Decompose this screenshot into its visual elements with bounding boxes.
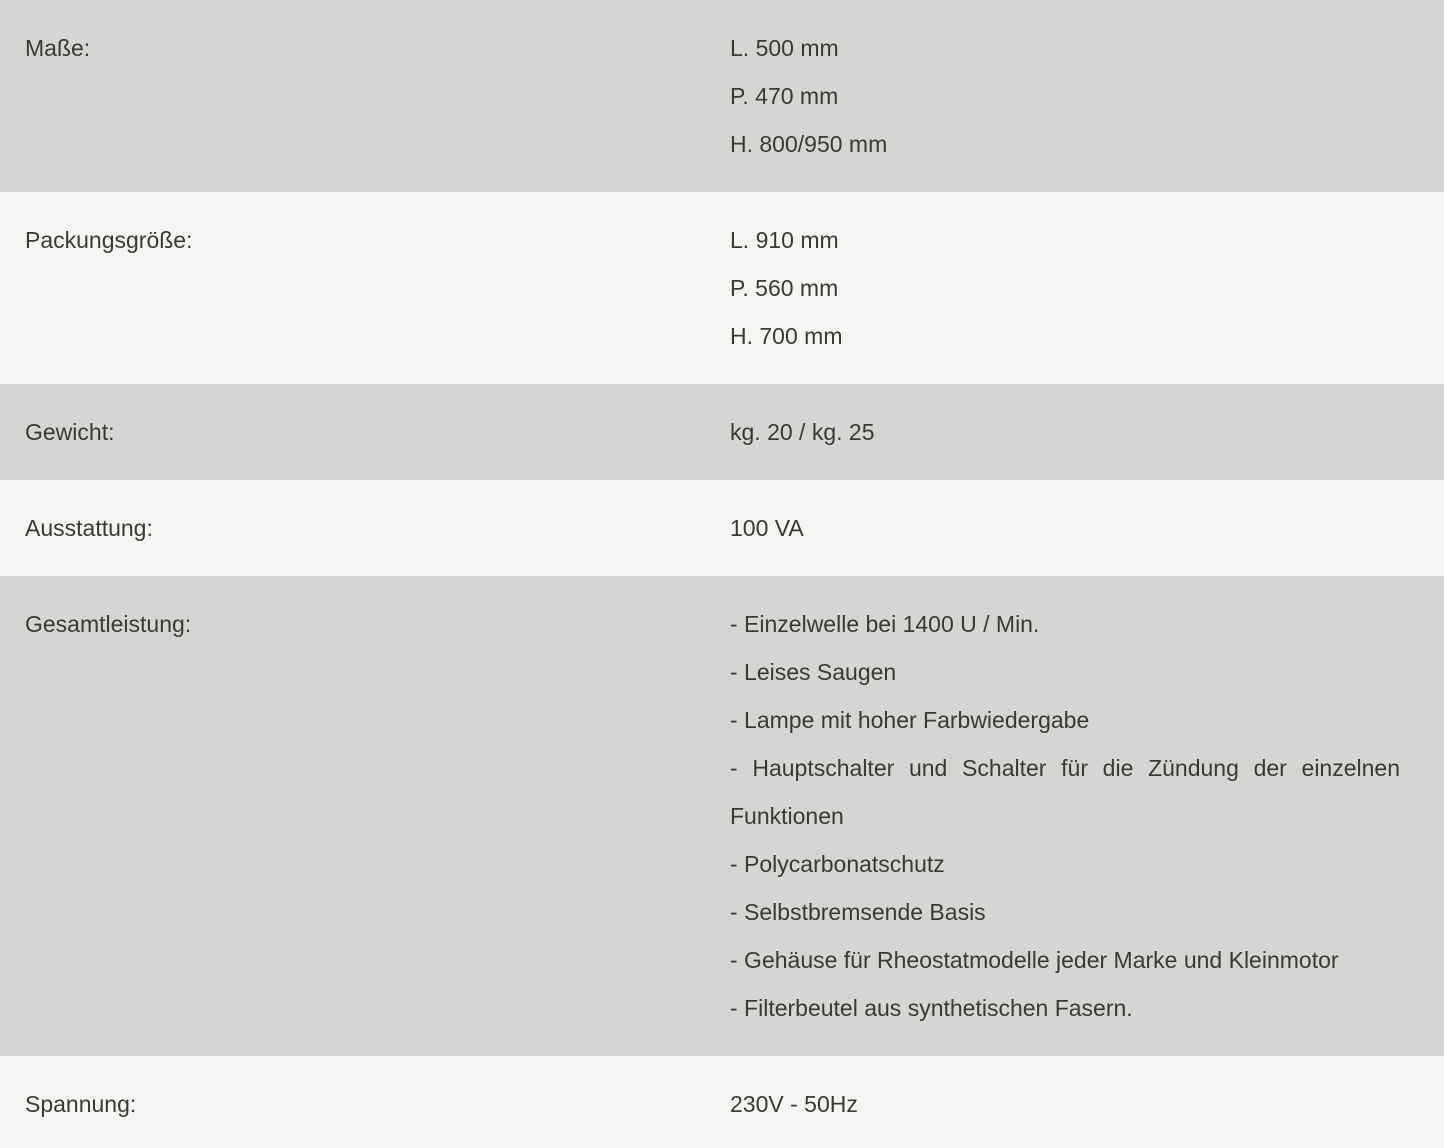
- spec-value: H. 700 mm: [730, 323, 843, 349]
- spec-row-spannung: [0, 1056, 1444, 1148]
- spec-value: - Polycarbonatschutz: [730, 851, 945, 877]
- spec-label: Spannung:: [25, 1091, 137, 1117]
- spec-values: [730, 600, 1400, 1032]
- spec-values: [730, 24, 1400, 168]
- spec-value: H. 800/950 mm: [730, 131, 888, 157]
- spec-value: - Filterbeutel aus synthetischen Fasern.: [730, 995, 1133, 1021]
- spec-value: - Lampe mit hoher Farbwiedergabe: [730, 707, 1090, 733]
- spec-value: L. 910 mm: [730, 227, 839, 253]
- spec-value: L. 500 mm: [730, 35, 839, 61]
- spec-value: - Hauptschalter und Schalter für die Zündung der einzelnen Funktionen: [730, 755, 1400, 829]
- spec-label: Gewicht:: [25, 419, 115, 445]
- spec-label: Gesamtleistung:: [25, 611, 192, 637]
- spec-values: [730, 504, 1400, 552]
- spec-value: 100 VA: [730, 515, 804, 541]
- spec-label: Packungsgröße:: [25, 227, 193, 253]
- spec-value: - Einzelwelle bei 1400 U / Min.: [730, 611, 1040, 637]
- spec-row-packungsgroesse: [0, 192, 1444, 384]
- spec-value: kg. 20 / kg. 25: [730, 419, 875, 445]
- spec-label: Ausstattung:: [25, 515, 153, 541]
- spec-value: P. 560 mm: [730, 275, 839, 301]
- spec-values: [730, 1080, 1400, 1128]
- spec-values: [730, 408, 1400, 456]
- spec-value: - Gehäuse für Rheostatmodelle jeder Marke und Kleinmotor: [730, 947, 1339, 973]
- spec-row-gesamtleistung: [0, 576, 1444, 1056]
- spec-value: 230V - 50Hz: [730, 1091, 858, 1117]
- spec-row-ausstattung: [0, 480, 1444, 576]
- spec-row-masse: [0, 0, 1444, 192]
- spec-row-gewicht: [0, 384, 1444, 480]
- spec-value: - Leises Saugen: [730, 659, 897, 685]
- spec-label: Maße:: [25, 35, 91, 61]
- spec-value: - Selbstbremsende Basis: [730, 899, 986, 925]
- spec-values: [730, 216, 1400, 360]
- spec-value: P. 470 mm: [730, 83, 839, 109]
